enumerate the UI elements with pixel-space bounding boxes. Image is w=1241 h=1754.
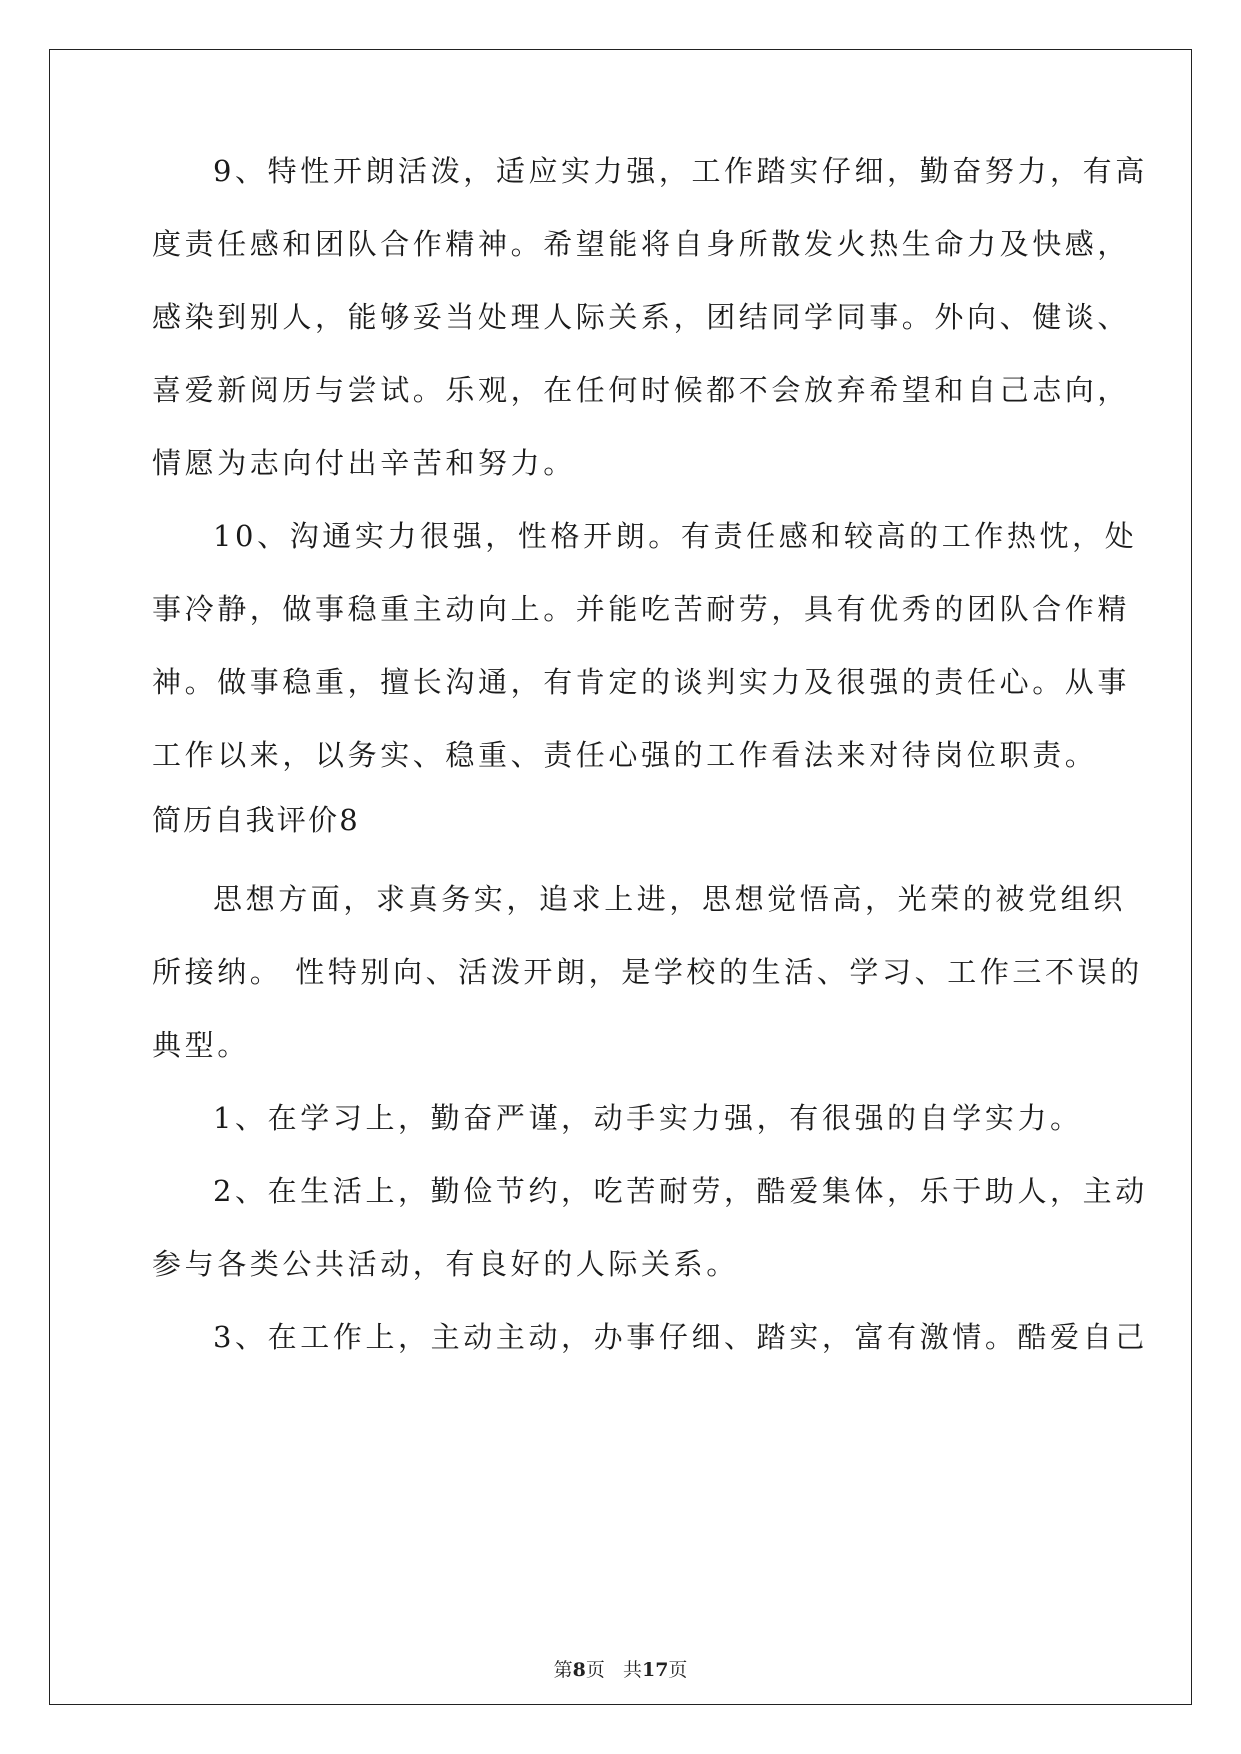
- paragraph-line: 9、特性开朗活泼，适应实力强，工作踏实仔细，勤奋努力，有高: [213, 154, 1148, 188]
- page-footer: [0, 1658, 1241, 1682]
- paragraph-line: 参与各类公共活动，有良好的人际关系。: [152, 1247, 739, 1281]
- paragraph-line: 情愿为志向付出辛苦和努力。: [152, 446, 576, 480]
- paragraph-line: 思想方面，求真务实，追求上进，思想觉悟高，光荣的被党组织: [213, 882, 1126, 916]
- paragraph-line: 喜爱新阅历与尝试。乐观，在任何时候都不会放弃希望和自己志向，: [152, 373, 1131, 407]
- total-page-number: 17: [641, 1659, 669, 1681]
- page-prefix: 第: [553, 1659, 573, 1681]
- paragraph-line: 3、在工作上，主动主动，办事仔细、踏实，富有激情。酷爱自己: [213, 1320, 1148, 1354]
- paragraph-line: 事冷静，做事稳重主动向上。并能吃苦耐劳，具有优秀的团队合作精: [152, 592, 1131, 626]
- paragraph-line: 工作以来，以务实、稳重、责任心强的工作看法来对待岗位职责。: [152, 738, 1098, 772]
- paragraph-line: 典型。: [152, 1028, 250, 1062]
- paragraph-line: 度责任感和团队合作精神。希望能将自身所散发火热生命力及快感，: [152, 227, 1131, 261]
- page-suffix: 页: [585, 1659, 605, 1681]
- section-heading: 简历自我评价8: [152, 803, 360, 837]
- total-suffix: 页: [668, 1659, 688, 1681]
- paragraph-line: 1、在学习上，勤奋严谨，动手实力强，有很强的自学实力。: [213, 1101, 1083, 1135]
- paragraph-line: 10、沟通实力很强，性格开朗。有责任感和较高的工作热忱，处: [213, 519, 1138, 553]
- paragraph-line: 感染到别人，能够妥当处理人际关系，团结同学同事。外向、健谈、: [152, 300, 1131, 334]
- total-prefix: 共: [622, 1659, 642, 1681]
- paragraph-line: 2、在生活上，勤俭节约，吃苦耐劳，酷爱集体，乐于助人，主动: [213, 1174, 1148, 1208]
- current-page-number: 8: [572, 1659, 586, 1681]
- paragraph-line: 神。做事稳重，擅长沟通，有肯定的谈判实力及很强的责任心。从事: [152, 665, 1131, 699]
- paragraph-line: 所接纳。 性特别向、活泼开朗，是学校的生活、学习、工作三不误的: [152, 955, 1143, 989]
